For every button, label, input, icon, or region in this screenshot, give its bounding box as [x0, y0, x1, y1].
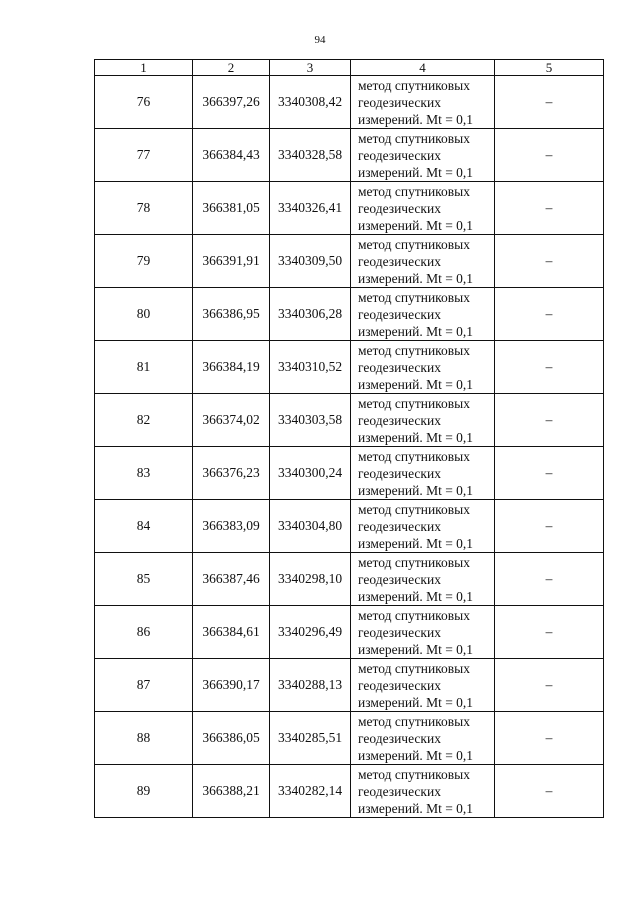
method-line: геодезических [358, 94, 441, 110]
method-line: метод спутниковых [358, 448, 470, 464]
method-cell [351, 76, 495, 129]
note-cell: – [495, 553, 604, 606]
x-coordinate-cell: 366388,21 [193, 765, 270, 818]
header-col-1: 1 [95, 60, 193, 76]
page-number: 94 [314, 34, 326, 46]
method-line: метод спутниковых [358, 183, 470, 199]
method-cell [351, 182, 495, 235]
table-row [95, 765, 604, 818]
table-row [95, 659, 604, 712]
note-cell: – [495, 341, 604, 394]
method-line: метод спутниковых [358, 395, 470, 411]
point-number-cell: 79 [95, 235, 193, 288]
y-coordinate-cell: 3340288,13 [270, 659, 351, 712]
note-cell: – [495, 76, 604, 129]
method-line: измерений. Mt = 0,1 [358, 641, 474, 657]
method-cell [351, 659, 495, 712]
method-line: метод спутниковых [358, 660, 470, 676]
point-number-cell: 80 [95, 288, 193, 341]
method-line: метод спутниковых [358, 342, 470, 358]
method-line: метод спутниковых [358, 501, 470, 517]
table-row [95, 235, 604, 288]
method-line: метод спутниковых [358, 713, 470, 729]
y-coordinate-cell: 3340304,80 [270, 500, 351, 553]
point-number-cell: 89 [95, 765, 193, 818]
method-line: геодезических [358, 624, 441, 640]
point-number-cell: 85 [95, 553, 193, 606]
note-cell: – [495, 447, 604, 500]
method-line: измерений. Mt = 0,1 [358, 588, 474, 604]
method-line: метод спутниковых [358, 766, 470, 782]
method-cell [351, 500, 495, 553]
method-cell [351, 288, 495, 341]
point-number-cell: 76 [95, 76, 193, 129]
header-col-2: 2 [193, 60, 270, 76]
y-coordinate-cell: 3340300,24 [270, 447, 351, 500]
table-row [95, 341, 604, 394]
method-line: геодезических [358, 677, 441, 693]
table-row [95, 553, 604, 606]
method-line: геодезических [358, 147, 441, 163]
method-line: метод спутниковых [358, 77, 470, 93]
x-coordinate-cell: 366384,19 [193, 341, 270, 394]
x-coordinate-cell: 366384,43 [193, 129, 270, 182]
method-line: метод спутниковых [358, 554, 470, 570]
method-line: измерений. Mt = 0,1 [358, 164, 474, 180]
x-coordinate-cell: 366390,17 [193, 659, 270, 712]
method-cell [351, 235, 495, 288]
x-coordinate-cell: 366386,05 [193, 712, 270, 765]
method-line: измерений. Mt = 0,1 [358, 323, 474, 339]
table-row [95, 606, 604, 659]
method-cell [351, 712, 495, 765]
method-line: геодезических [358, 253, 441, 269]
method-line: геодезических [358, 571, 441, 587]
point-number-cell: 88 [95, 712, 193, 765]
method-cell [351, 765, 495, 818]
method-cell [351, 553, 495, 606]
note-cell: – [495, 182, 604, 235]
method-line: геодезических [358, 359, 441, 375]
table-row [95, 394, 604, 447]
method-cell [351, 341, 495, 394]
x-coordinate-cell: 366391,91 [193, 235, 270, 288]
y-coordinate-cell: 3340310,52 [270, 341, 351, 394]
x-coordinate-cell: 366374,02 [193, 394, 270, 447]
point-number-cell: 86 [95, 606, 193, 659]
method-cell [351, 447, 495, 500]
method-line: измерений. Mt = 0,1 [358, 694, 474, 710]
note-cell: – [495, 765, 604, 818]
method-cell [351, 394, 495, 447]
table-row [95, 76, 604, 129]
method-line: геодезических [358, 412, 441, 428]
method-line: метод спутниковых [358, 289, 470, 305]
note-cell: – [495, 235, 604, 288]
method-line: метод спутниковых [358, 607, 470, 623]
method-line: геодезических [358, 730, 441, 746]
note-cell: – [495, 394, 604, 447]
note-cell: – [495, 500, 604, 553]
x-coordinate-cell: 366387,46 [193, 553, 270, 606]
point-number-cell: 83 [95, 447, 193, 500]
y-coordinate-cell: 3340328,58 [270, 129, 351, 182]
y-coordinate-cell: 3340285,51 [270, 712, 351, 765]
table-row [95, 129, 604, 182]
table-row [95, 712, 604, 765]
method-line: метод спутниковых [358, 130, 470, 146]
y-coordinate-cell: 3340308,42 [270, 76, 351, 129]
method-cell [351, 606, 495, 659]
method-line: измерений. Mt = 0,1 [358, 535, 474, 551]
note-cell: – [495, 606, 604, 659]
y-coordinate-cell: 3340303,58 [270, 394, 351, 447]
table-row [95, 182, 604, 235]
method-line: измерений. Mt = 0,1 [358, 800, 474, 816]
table-row [95, 447, 604, 500]
note-cell: – [495, 129, 604, 182]
x-coordinate-cell: 366386,95 [193, 288, 270, 341]
header-row [95, 60, 604, 76]
y-coordinate-cell: 3340282,14 [270, 765, 351, 818]
point-number-cell: 82 [95, 394, 193, 447]
coordinates-table [94, 59, 604, 818]
point-number-cell: 78 [95, 182, 193, 235]
y-coordinate-cell: 3340296,49 [270, 606, 351, 659]
method-line: измерений. Mt = 0,1 [358, 747, 474, 763]
note-cell: – [495, 659, 604, 712]
y-coordinate-cell: 3340306,28 [270, 288, 351, 341]
table-row [95, 288, 604, 341]
table-row [95, 500, 604, 553]
method-line: измерений. Mt = 0,1 [358, 482, 474, 498]
method-line: метод спутниковых [358, 236, 470, 252]
method-cell [351, 129, 495, 182]
y-coordinate-cell: 3340326,41 [270, 182, 351, 235]
method-line: измерений. Mt = 0,1 [358, 376, 474, 392]
header-col-3: 3 [270, 60, 351, 76]
header-col-4: 4 [351, 60, 495, 76]
table-body [95, 76, 604, 818]
method-line: измерений. Mt = 0,1 [358, 111, 474, 127]
x-coordinate-cell: 366376,23 [193, 447, 270, 500]
point-number-cell: 77 [95, 129, 193, 182]
method-line: геодезических [358, 783, 441, 799]
note-cell: – [495, 712, 604, 765]
method-line: геодезических [358, 306, 441, 322]
method-line: геодезических [358, 465, 441, 481]
header-col-5: 5 [495, 60, 604, 76]
x-coordinate-cell: 366381,05 [193, 182, 270, 235]
method-line: геодезических [358, 518, 441, 534]
y-coordinate-cell: 3340309,50 [270, 235, 351, 288]
method-line: геодезических [358, 200, 441, 216]
x-coordinate-cell: 366384,61 [193, 606, 270, 659]
point-number-cell: 81 [95, 341, 193, 394]
x-coordinate-cell: 366397,26 [193, 76, 270, 129]
point-number-cell: 87 [95, 659, 193, 712]
note-cell: – [495, 288, 604, 341]
y-coordinate-cell: 3340298,10 [270, 553, 351, 606]
x-coordinate-cell: 366383,09 [193, 500, 270, 553]
method-line: измерений. Mt = 0,1 [358, 270, 474, 286]
method-line: измерений. Mt = 0,1 [358, 429, 474, 445]
point-number-cell: 84 [95, 500, 193, 553]
method-line: измерений. Mt = 0,1 [358, 217, 474, 233]
